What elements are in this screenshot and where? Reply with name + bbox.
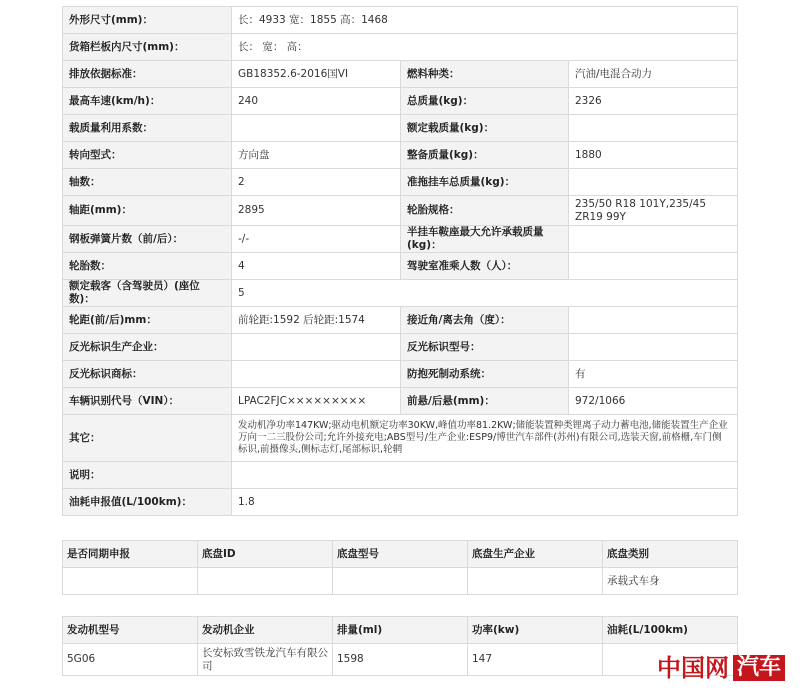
max-speed-label: 最高车速(km/h)： [63,88,232,115]
other-label: 其它： [63,415,232,462]
engine-header-power: 功率(kw) [468,617,603,644]
cab-seats-value [569,253,738,280]
other-value: 发动机净功率147KW;驱动电机额定功率30KW,峰值功率81.2KW;储能装置种类锂离子动力蓄电池,储能装置生产企业万向一二三股份公司;允许外接充电;ABS型号/生产企业:ESP9/博世汽车部件(苏州)有限公司,选装天窗,前格栅,车门侧标识,前摄像头,侧标志灯,尾部标识,轮辋 [232,415,738,462]
rated-load-value [569,115,738,142]
site-watermark-logo [657,653,785,683]
engine-header-model: 发动机型号 [63,617,198,644]
track-value: 前轮距:1592 后轮距:1574 [232,307,401,334]
tire-spec-value: 235/50 R18 101Y,235/45 ZR19 99Y [569,196,738,226]
wheelbase-label: 轴距(mm)： [63,196,232,226]
tire-spec-label: 轮胎规格： [401,196,569,226]
vin-value: LPAC2FJC××××××××× [232,388,401,415]
fuel-type-label: 燃料种类： [401,61,569,88]
fuel-decl-label: 油耗申报值(L/100km)： [63,489,232,516]
chassis-cell-id [198,568,333,595]
abs-label: 防抱死制动系统： [401,361,569,388]
vehicle-spec-table [62,6,738,516]
chassis-header-same-period: 是否同期申报 [63,541,198,568]
load-coef-value [232,115,401,142]
engine-cell-maker: 长安标致雪铁龙汽车有限公司 [198,644,333,676]
leaf-spring-value: -/- [232,226,401,253]
chassis-cell-same-period [63,568,198,595]
curb-mass-value: 1880 [569,142,738,169]
abs-value: 有 [569,361,738,388]
axles-label: 轴数： [63,169,232,196]
tire-count-label: 轮胎数： [63,253,232,280]
engine-cell-displacement: 1598 [333,644,468,676]
chassis-header-category: 底盘类别 [603,541,738,568]
reflector-brand-value [232,361,401,388]
overhang-value: 972/1066 [569,388,738,415]
chassis-cell-category: 承载式车身 [603,568,738,595]
engine-header-maker: 发动机企业 [198,617,333,644]
leaf-spring-label: 钢板弹簧片数（前/后）： [63,226,232,253]
rated-load-label: 额定载质量(kg)： [401,115,569,142]
chassis-header-maker: 底盘生产企业 [468,541,603,568]
engine-header-displacement: 排量(ml) [333,617,468,644]
curb-mass-label: 整备质量(kg)： [401,142,569,169]
angle-value [569,307,738,334]
steering-value: 方向盘 [232,142,401,169]
passengers-value: 5 [232,280,738,307]
dims-value: 长：4933 宽：1855 高：1468 [232,7,738,34]
tire-count-value: 4 [232,253,401,280]
reflector-brand-label: 反光标识商标： [63,361,232,388]
angle-label: 接近角/离去角（度）： [401,307,569,334]
track-label: 轮距(前/后)mm： [63,307,232,334]
wheelbase-value: 2895 [232,196,401,226]
engine-header-fuel: 油耗(L/100km) [603,617,738,644]
emission-label: 排放依据标准： [63,61,232,88]
saddle-load-label: 半挂车鞍座最大允许承载质量(kg)： [401,226,569,253]
vin-label: 车辆识别代号（VIN）： [63,388,232,415]
load-coef-label: 载质量利用系数： [63,115,232,142]
max-speed-value: 240 [232,88,401,115]
fuel-type-value: 汽油/电混合动力 [569,61,738,88]
cab-seats-label: 驾驶室准乘人数（人）： [401,253,569,280]
chassis-cell-model [333,568,468,595]
chassis-table [62,540,738,595]
note-value [232,462,738,489]
watermark-site-text: 中国网 [657,653,729,682]
chassis-header-model: 底盘型号 [333,541,468,568]
note-label: 说明： [63,462,232,489]
watermark-box-text: 汽车 [733,655,785,681]
overhang-label: 前悬/后悬(mm)： [401,388,569,415]
saddle-load-value [569,226,738,253]
passengers-label: 额定载客（含驾驶员）(座位数)： [63,280,232,307]
axles-value: 2 [232,169,401,196]
steering-label: 转向型式： [63,142,232,169]
trailer-mass-label: 准拖挂车总质量(kg)： [401,169,569,196]
chassis-header-id: 底盘ID [198,541,333,568]
trailer-mass-value [569,169,738,196]
cargo-dims-label: 货箱栏板内尺寸(mm)： [63,34,232,61]
cargo-dims-value: 长： 宽： 高： [232,34,738,61]
dims-label: 外形尺寸(mm)： [63,7,232,34]
engine-cell-model: 5G06 [63,644,198,676]
reflector-model-label: 反光标识型号： [401,334,569,361]
fuel-decl-value: 1.8 [232,489,738,516]
reflector-maker-label: 反光标识生产企业： [63,334,232,361]
reflector-maker-value [232,334,401,361]
engine-table [62,616,738,676]
total-mass-label: 总质量(kg)： [401,88,569,115]
total-mass-value: 2326 [569,88,738,115]
chassis-cell-maker [468,568,603,595]
reflector-model-value [569,334,738,361]
engine-cell-power: 147 [468,644,603,676]
emission-value: GB18352.6-2016国VI [232,61,401,88]
